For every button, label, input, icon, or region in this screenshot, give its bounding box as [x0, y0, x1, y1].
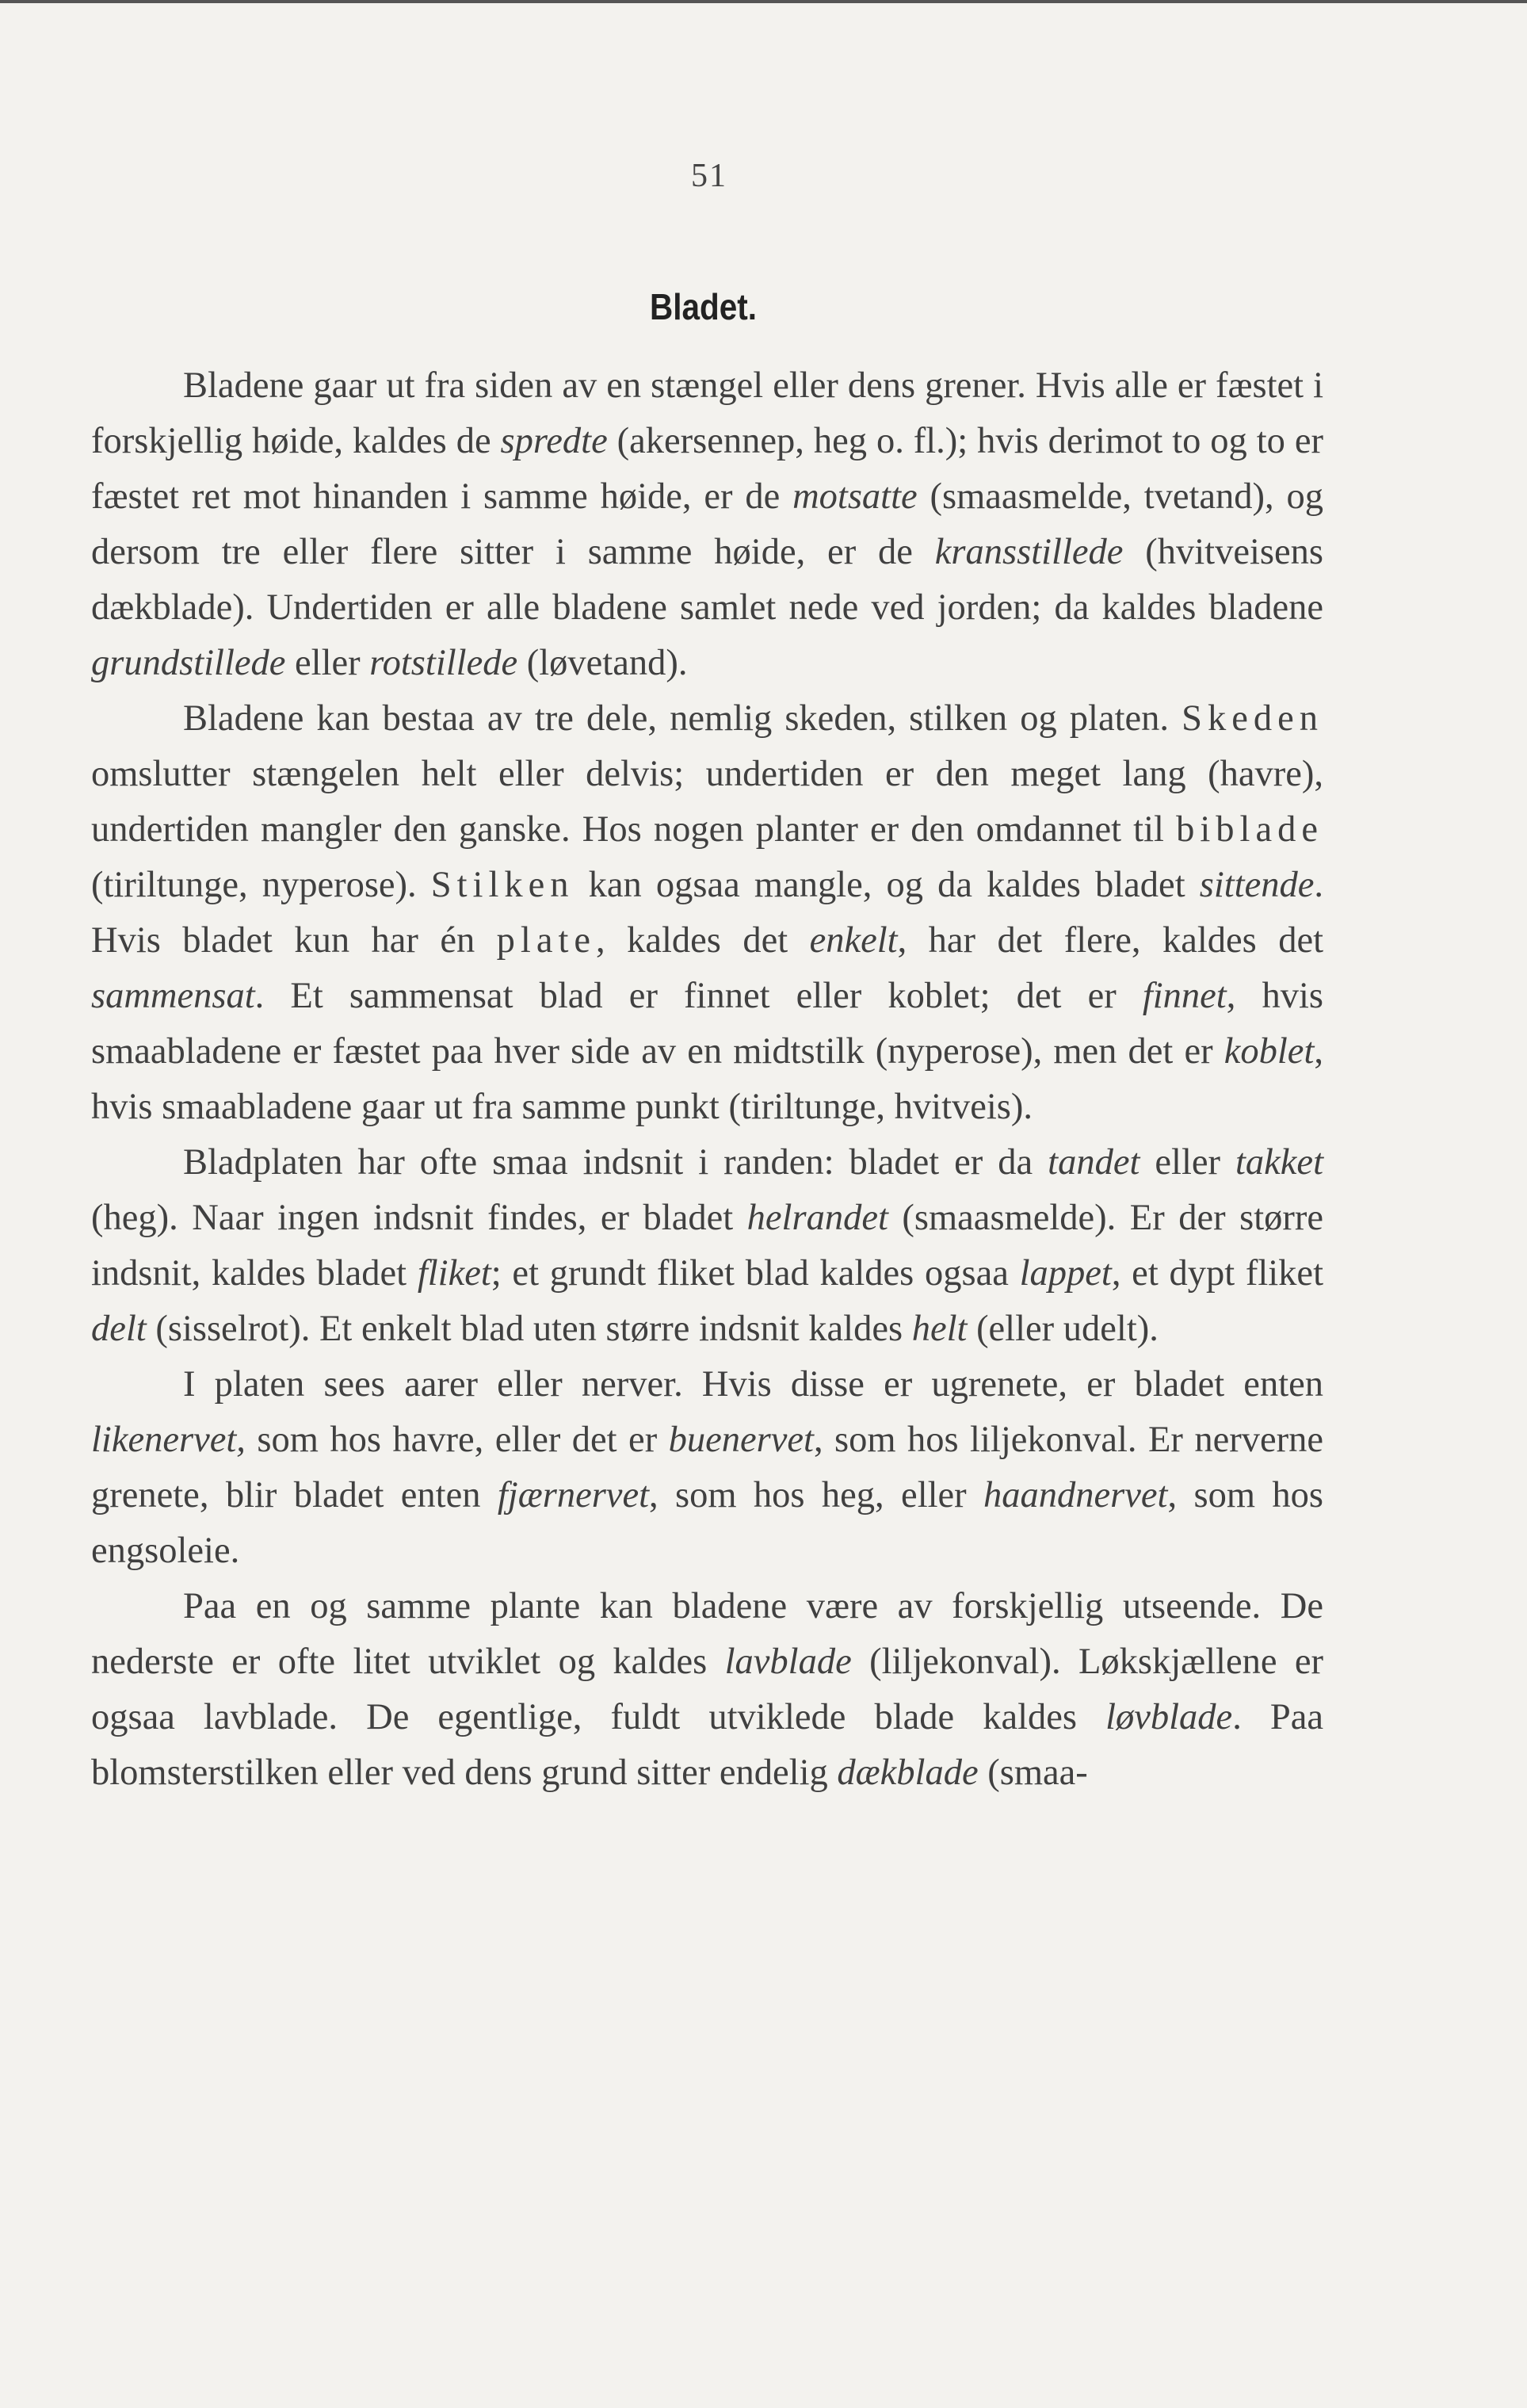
italic-term: helrandet: [746, 1198, 888, 1238]
spaced-term: Stilken: [430, 865, 575, 905]
italic-term: takket: [1235, 1142, 1323, 1183]
italic-term: fliket: [417, 1253, 491, 1294]
paragraph: [91, 358, 1323, 691]
italic-term: grundstillede: [91, 643, 286, 683]
italic-term: rotstillede: [369, 643, 518, 683]
text-run: som hos havre, eller det er: [245, 1420, 669, 1460]
text-run: (hvitveisens dækblade). Undertiden er alle bladene samlet nede ved jorden; da kaldes bladene: [91, 532, 1323, 628]
italic-term: finnet: [1142, 976, 1227, 1016]
paragraph: [91, 1579, 1323, 1801]
text-run: (løvetand).: [517, 643, 688, 683]
italic-term: delt: [91, 1309, 147, 1349]
text-run: ; et grundt fliket blad kaldes ogsaa: [491, 1253, 1020, 1294]
text-run: (smaasmelde). Er der større indsnit, kaldes bladet: [91, 1198, 1323, 1294]
text-run: , hvis smaabladene er fæstet paa hver side av en midtstilk (nyperose), men det er: [91, 976, 1324, 1072]
text-run: (sisselrot). Et enkelt blad uten større indsnit kaldes: [146, 1309, 912, 1349]
text-run: (smaa-: [978, 1752, 1088, 1793]
text-run: (smaasmelde, tvetand), og dersom tre eller flere sitter i samme høide, er de: [91, 476, 1324, 572]
paragraph: [91, 1357, 1323, 1579]
text-run: kan ogsaa mangle, og da kaldes bladet: [574, 865, 1200, 905]
italic-term: lavblade: [724, 1642, 852, 1682]
text-run: (heg). Naar ingen indsnit findes, er bladet: [91, 1198, 747, 1238]
italic-term: spredte: [500, 421, 608, 461]
italic-term: tandet: [1048, 1142, 1140, 1183]
paragraph: [91, 1135, 1323, 1357]
italic-term: dækblade: [837, 1752, 979, 1793]
text-run: Bladene gaar ut fra siden av en stængel eller dens grener. Hvis alle er fæstet i forskjellig høide, kaldes de: [91, 365, 1323, 461]
italic-term: enkelt: [809, 920, 898, 961]
text-run: , som hos liljekonval. Er nerverne grenete, blir bladet enten: [91, 1420, 1323, 1516]
text-run: , som hos heg, eller: [649, 1475, 984, 1516]
text-run: Bladplaten har ofte smaa indsnit i randen: bladet er da: [183, 1142, 1048, 1183]
italic-term: sammensat: [91, 976, 255, 1016]
page-number: 51: [691, 158, 727, 194]
italic-term: motsatte: [792, 476, 918, 517]
body-text: [91, 358, 1323, 1801]
spaced-term: plate: [496, 920, 597, 961]
italic-term: sittende: [1199, 865, 1315, 905]
text-run: omslutter stængelen helt eller delvis; undertiden er den meget lang (havre), undertiden mangler den ganske. Hos nogen planter er den omdannet til: [91, 754, 1323, 850]
italic-term: løvblade: [1105, 1697, 1233, 1737]
text-run: (eller udelt).: [967, 1309, 1159, 1349]
text-run: . Paa blomsterstilken eller ved dens grund sitter endelig: [91, 1697, 1324, 1793]
italic-term: helt: [911, 1309, 968, 1349]
text-run: (tiriltunge, nyperose).: [91, 865, 431, 905]
text-run: (liljekonval). Løkskjællene er ogsaa lavblade. De egentlige, fuldt utviklede blade kaldes: [91, 1642, 1323, 1737]
text-run: eller: [285, 643, 370, 683]
text-run: , hvis smaabladene gaar ut fra samme punkt (tiriltunge, hvitveis).: [91, 1031, 1323, 1127]
italic-term: haandnervet: [983, 1475, 1168, 1516]
italic-term: kransstillede: [934, 532, 1124, 572]
spaced-term: biblade: [1176, 809, 1323, 850]
text-run: , som hos engsoleie.: [91, 1475, 1323, 1571]
section-heading: Bladet.: [650, 286, 757, 327]
top-edge-rule: [0, 0, 1527, 3]
italic-term: lappet: [1019, 1253, 1112, 1294]
text-run: , et dypt fliket: [1111, 1253, 1323, 1294]
text-run: Bladene kan bestaa av tre dele, nemlig skeden, stilken og platen.: [183, 698, 1182, 739]
text-run: . Hvis bladet kun har én: [91, 865, 1323, 961]
text-run: eller: [1140, 1142, 1235, 1183]
text-run: , har det flere, kaldes det: [897, 920, 1323, 961]
spaced-term: Skeden: [1182, 698, 1323, 739]
paragraph: [91, 691, 1323, 1135]
text-run: Paa en og samme plante kan bladene være av forskjellig utseende. De nederste er ofte litet utviklet og kaldes: [91, 1586, 1323, 1682]
text-run: . Et sammensat blad er finnet eller koblet; det er: [254, 976, 1143, 1016]
text-run: I platen sees aarer eller nerver. Hvis disse er ugrenete, er bladet enten: [183, 1364, 1323, 1405]
italic-term: fjærnervet: [497, 1475, 650, 1516]
italic-term: buenervet: [668, 1420, 814, 1460]
italic-term: koblet: [1224, 1031, 1315, 1072]
italic-term: likenervet,: [91, 1420, 246, 1460]
text-run: , kaldes det: [596, 920, 810, 961]
text-run: (akersennep, heg o. fl.); hvis derimot to og to er fæstet ret mot hinanden i samme høide, er de: [91, 421, 1323, 517]
